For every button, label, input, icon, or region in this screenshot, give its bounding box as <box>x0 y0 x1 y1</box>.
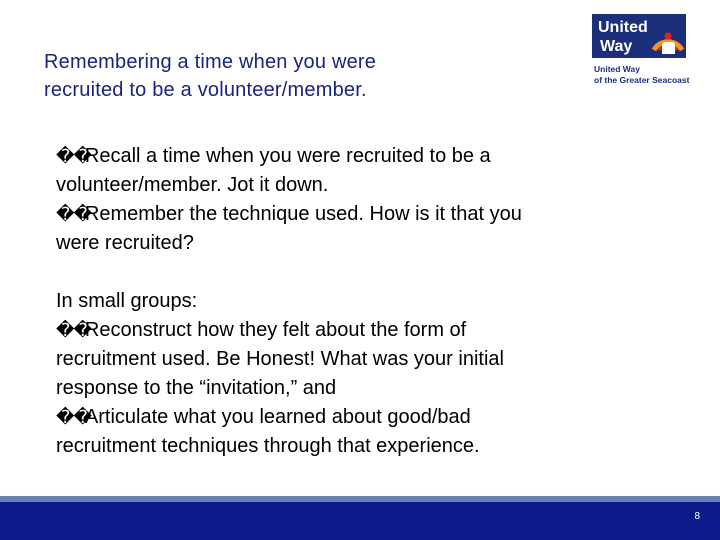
slide-title <box>44 48 524 104</box>
logo-tagline <box>594 64 704 86</box>
logo-tagline-line-1: United Way <box>594 64 640 74</box>
bullet-item-recall-line-1: Recall a time when you were recruited to be a <box>84 145 491 167</box>
slide-title-line-1: Remembering a time when you were <box>44 51 377 73</box>
bullet-item-remember <box>56 200 676 258</box>
bullet-item-reconstruct-line-3: response to the “invitation,” and <box>56 377 337 399</box>
bullet-item-reconstruct-line-1: Reconstruct how they felt about the form of <box>84 319 467 341</box>
bullet-icon: �� <box>56 204 91 225</box>
bullet-item-articulate <box>56 403 676 461</box>
logo-word-united: United <box>598 19 648 36</box>
bullet-icon: �� <box>56 407 91 428</box>
logo-tagline-line-2: of the Greater Seacoast <box>594 75 690 85</box>
bullet-item-recall-line-2: volunteer/member. Jot it down. <box>56 174 329 196</box>
bullet-item-articulate-line-1: Articulate what you learned about good/bad <box>84 406 471 428</box>
bullet-item-articulate-line-2: recruitment techniques through that experience. <box>56 435 480 457</box>
bullet-item-reconstruct-line-2: recruitment used. Be Honest! What was your initial <box>56 348 504 370</box>
slide-title-line-2: recruited to be a volunteer/member. <box>44 79 367 101</box>
slide-body <box>56 142 676 461</box>
footer-bar <box>0 502 720 540</box>
bullet-icon: �� <box>56 320 91 341</box>
united-way-logo <box>588 14 698 92</box>
logo-word-way: Way <box>600 38 633 55</box>
united-way-logo-mark <box>592 14 686 58</box>
bullet-item-remember-line-2: were recruited? <box>56 232 194 254</box>
page-number: 8 <box>694 511 700 522</box>
group-heading: In small groups: <box>56 290 198 312</box>
bullet-item-reconstruct <box>56 316 676 403</box>
bullet-item-recall <box>56 142 676 200</box>
bullet-icon: �� <box>56 146 91 167</box>
bullet-item-remember-line-1: Remember the technique used. How is it that you <box>84 203 522 225</box>
